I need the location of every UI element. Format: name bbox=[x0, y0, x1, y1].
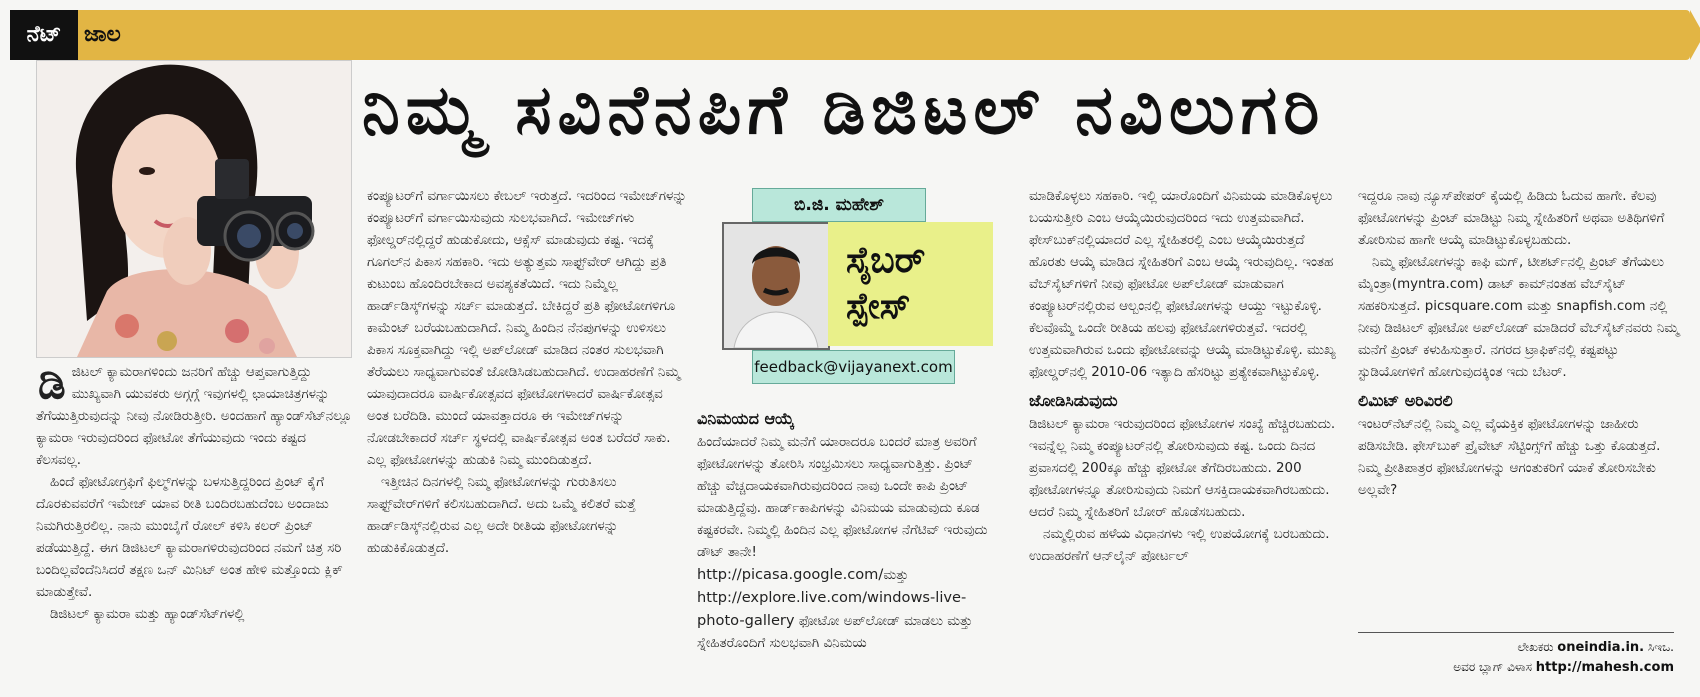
article-photo-woman-camera bbox=[36, 60, 352, 358]
col3-link-tail: ಫೋಟೋ ಅಪ್‌ಲೋಡ್ ಮಾಡಲು ಮತ್ತು ಸ್ನೇಹಿತರೊಂದಿಗೆ ಸುಲಭವಾಗಿ ವಿನಿಮಯ bbox=[697, 614, 973, 651]
credits-divider bbox=[1358, 632, 1674, 633]
col1-paragraph-1 bbox=[36, 358, 352, 472]
col3-paragraph-1: ಹಿಂದೆಯಾದರೆ ನಿಮ್ಮ ಮನೆಗೆ ಯಾರಾದರೂ ಬಂದರೆ ಮಾತ್ರ ಅವರಿಗೆ ಫೋಟೋಗಳನ್ನು ತೋರಿಸಿ ಸಂಭ್ರಮಿಸಲು ಸಾಧ್ಯವಾಗುತ್ತಿತ್ತು. ಪ್ರಿಂಟ್ ಹೆಚ್ಚು ವೆಚ್ಚದಾಯಕವಾಗಿರುವುದರಿಂದ ನಾವು ಒಂದೇ ಕಾಪಿ ಪ್ರಿಂಟ್ ಮಾಡುತ್ತಿದ್ದೆವು. ಹಾರ್ಡ್‌ಕಾಪಿಗಳನ್ನು ವಿನಿಮಯ ಮಾಡುವುದು ಕೂಡ ಕಷ್ಟಕರವೇ. ನಿಮ್ಮಲ್ಲಿ ಹಿಂದಿನ ಎಲ್ಲ ಫೋಟೋಗಳ ನೆಗೆಟಿವ್ ಇರುವುದು ಡೌಟ್ ತಾನೇ! bbox=[697, 435, 988, 560]
subheading-know-limits: ಲಿಮಿಟ್ ಅರಿವಿರಲಿ bbox=[1358, 391, 1453, 410]
author-credit-line bbox=[1358, 640, 1674, 655]
credit-label-blog: ಅವರ ಬ್ಲಾಗ್ ವಿಳಾಸ bbox=[1453, 660, 1532, 674]
woman-with-camera-illustration bbox=[37, 61, 351, 357]
col2-paragraph-2: ಇತ್ತೀಚಿನ ದಿನಗಳಲ್ಲಿ ನಿಮ್ಮ ಫೋಟೋಗಳನ್ನು ಗುರುತಿಸಲು ಸಾಫ್ಟ್‌ವೇರ್‌ಗಳಿಗೆ ಕಲಿಸಬಹುದಾಗಿದೆ. ಅದು ಒಮ್ಮೆ ಕಲಿತರೆ ಮತ್ತೆ ಹಾರ್ಡ್‌ಡಿಸ್ಕ್‌ನಲ್ಲಿರುವ ಎಲ್ಲ ಅದೇ ರೀತಿಯ ಫೋಟೋಗಳನ್ನು ಹುಡುಕಿಕೊಡುತ್ತದೆ. bbox=[367, 475, 636, 556]
col5-paragraph-1: ಇದ್ದರೂ ನಾವು ನ್ಯೂಸ್‌ಪೇಪರ್ ಕೈಯಲ್ಲಿ ಹಿಡಿದು ಓದುವ ಹಾಗೇ. ಕೆಲವು ಫೋಟೋಗಳನ್ನು ಪ್ರಿಂಟ್ ಮಾಡಿಟ್ಟು ನಿಮ್ಮ ಸ್ನೇಹಿತರಿಗೆ ಅಥವಾ ಅತಿಥಿಗಳಿಗೆ ತೋರಿಸುವ ಹಾಗೇ ಆಯ್ಕೆ ಮಾಡಿಟ್ಟುಕೊಳ್ಳಬಹುದು. bbox=[1358, 189, 1665, 248]
column-brand-line-1: ಸೈಬರ್ bbox=[846, 240, 926, 281]
section-tag-net: ನೆಟ್ bbox=[10, 10, 78, 60]
credit-label-author: ಲೇಖಕರು bbox=[1517, 640, 1554, 654]
credit-site: oneindia.in. bbox=[1557, 640, 1645, 655]
column-brand-line-2: ಸ್ಪೇಸ್ bbox=[846, 286, 911, 327]
drop-cap: ಡಿ bbox=[38, 358, 66, 409]
col1-paragraph-3: ಡಿಜಿಟಲ್ ಕ್ಯಾಮರಾ ಮತ್ತು ಹ್ಯಾಂಡ್‌ಸೆಟ್‌ಗಳಲ್ಲಿ bbox=[50, 607, 245, 622]
article-column-1 bbox=[36, 358, 352, 626]
col4-paragraph-1: ಮಾಡಿಕೊಳ್ಳಲು ಸಹಕಾರಿ. ಇಲ್ಲಿ ಯಾರೊಂದಿಗೆ ವಿನಿಮಯ ಮಾಡಿಕೊಳ್ಳಲು ಬಯಸುತ್ತೀರಿ ಎಂಬ ಆಯ್ಕೆಯಿರುವುದರಿಂದ ಇದು ಉತ್ತಮವಾಗಿದೆ. ಫೇಸ್‌ಬುಕ್‌ನಲ್ಲಿಯಾದರೆ ಎಲ್ಲ ಸ್ನೇಹಿತರಲ್ಲಿ ಎಂಬ ಆಯ್ಕೆಯಿರುತ್ತದೆ ಹೊರತು ಆಯ್ಕೆ ಮಾಡಿದ ಸ್ನೇಹಿತರಿಗೆ ಎಂಬ ಆಯ್ಕೆ ಇರುವುದಿಲ್ಲ. ಇಂತಹ ವೆಬ್‌ಸೈಟ್‌ಗಳಿಗೆ ನೀವು ಫೋಟೋ ಅಪ್‌ಲೋಡ್ ಮಾಡುವಾಗ ಕಂಪ್ಯೂಟರ್‌ನಲ್ಲಿರುವ ಆಲ್ಬಂನಲ್ಲಿ ಫೋಟೋಗಳನ್ನು ಆಯ್ದು ಇಟ್ಟುಕೊಳ್ಳಿ. ಕೆಲವೊಮ್ಮೆ ಒಂದೇ ರೀತಿಯ ಹಲವು ಫೋಟೋಗಳಿರುತ್ತವೆ. ಇದರಲ್ಲಿ ಉತ್ತಮವಾಗಿರುವ ಒಂದು ಫೋಟೋವನ್ನು ಆಯ್ಕೆ ಮಾಡಿಟ್ಟುಕೊಳ್ಳಿ. ಮುಖ್ಯ ಫೋಲ್ಡರ್‌ನಲ್ಲಿ 2010-06 ಇತ್ಯಾದಿ ಹೆಸರಿಟ್ಟು ಪ್ರತ್ಯೇಕವಾಗಿಟ್ಟುಕೊಳ್ಳಿ. bbox=[1029, 189, 1336, 380]
live-photo-gallery-link[interactable]: http://explore.live.com/windows-live-photo-gallery bbox=[697, 589, 967, 629]
article-column-2 bbox=[367, 186, 687, 560]
section-tag-jala: ಜಾಲ bbox=[84, 22, 121, 47]
section-banner bbox=[10, 10, 1690, 60]
column-brand-cyber-space bbox=[828, 222, 993, 346]
author-portrait bbox=[724, 224, 828, 348]
blog-credit-line bbox=[1358, 660, 1674, 675]
author-photo bbox=[722, 222, 830, 350]
col3-paragraph-links bbox=[697, 564, 999, 655]
col1-p1-text: ಜಿಟಲ್ ಕ್ಯಾಮರಾಗಳಿಂದು ಜನರಿಗೆ ಹೆಚ್ಚು ಆಪ್ತವಾಗುತ್ತಿದ್ದು ಮುಖ್ಯವಾಗಿ ಯುವಕರು ಅಗ್ಗಗ್ಗೆ ಇವುಗಳಲ್ಲಿ ಛಾಯಾಚಿತ್ರಗಳನ್ನು ತೆಗೆಯುತ್ತಿರುವುದನ್ನು ನೀವು ನೋಡಿರುತ್ತೀರಿ. ಅಂದಹಾಗೆ ಹ್ಯಾಂಡ್‌ಸೆಟ್‌ನಲ್ಲೂ ಕ್ಯಾಮರಾ ಇರುವುದರಿಂದ ಫೋಟೋ ತೆಗೆಯುವುದು ಇಂದು ಕಷ್ಟದ ಕೆಲಸವಲ್ಲ. bbox=[36, 365, 352, 468]
picasa-link[interactable]: http://picasa.google.com/ bbox=[697, 566, 884, 583]
col4-paragraph-2: ಡಿಜಿಟಲ್ ಕ್ಯಾಮರಾ ಇರುವುದರಿಂದ ಫೋಟೋಗಳ ಸಂಖ್ಯೆ ಹೆಚ್ಚಿರಬಹುದು. ಇವನ್ನೆಲ್ಲ ನಿಮ್ಮ ಕಂಪ್ಯೂಟರ್‌ನಲ್ಲಿ ತೋರಿಸುವುದು ಕಷ್ಟ. ಒಂದು ದಿನದ ಪ್ರವಾಸದಲ್ಲಿ 200ಕ್ಕೂ ಹೆಚ್ಚು ಫೋಟೋ ತೆಗೆದಿರಬಹುದು. 200 ಫೋಟೋಗಳನ್ನೂ ತೋರಿಸುವುದು ನಿಮಗೆ ಆಸಕ್ತಿದಾಯಕವಾಗಿರಬಹುದು. ಆದರೆ ನಿಮ್ಮ ಸ್ನೇಹಿತರಿಗೆ ಬೋರ್ ಹೊಡೆಸಬಹುದು. bbox=[1029, 417, 1336, 520]
blog-link[interactable]: http://mahesh.com bbox=[1535, 660, 1674, 675]
feedback-email[interactable]: feedback@vijayanext.com bbox=[752, 350, 955, 384]
col1-paragraph-2: ಹಿಂದೆ ಫೋಟೋಗ್ರಫಿಗೆ ಫಿಲ್ಮ್‌ಗಳನ್ನು ಬಳಸುತ್ತಿದ್ದರಿಂದ ಪ್ರಿಂಟ್ ಕೈಗೆ ದೊರಕುವವರೆಗೆ ಇಮೇಜ್ ಯಾವ ರೀತಿ ಬಂದಿರಬಹುದೆಂಬ ಅಂದಾಜು ನಿಮಗಿರುತ್ತಿರಲಿಲ್ಲ. ನಾನು ಮುಂಬೈಗೆ ರೋಲ್ ಕಳಿಸಿ ಕಲರ್ ಪ್ರಿಂಟ್ ಪಡೆಯುತ್ತಿದ್ದೆ. ಈಗ ಡಿಜಿಟಲ್ ಕ್ಯಾಮರಾಗಳಿರುವುದರಿಂದ ನಮಗೆ ಚಿತ್ರ ಸರಿ ಬಂದಿಲ್ಲವೆಂದೆನಿಸಿದರೆ ತಕ್ಷಣ ಒನ್ ಮಿನಿಟ್ ಅಂತ ಹೇಳಿ ಮತ್ತೊಂದು ಕ್ಲಿಕ್ ಮಾಡುತ್ತೇವೆ. bbox=[36, 475, 343, 600]
col5-paragraph-2: ನಿಮ್ಮ ಫೋಟೋಗಳನ್ನು ಕಾಫಿ ಮಗ್, ಟೀಶರ್ಟ್‌ನಲ್ಲಿ ಪ್ರಿಂಟ್ ತೆಗೆಯಲು ಮೈಂತ್ರಾ(myntra.com) ಡಾಟ್ ಕಾಮ್‌ನಂತಹ ವೆಬ್‌ಸೈಟ್ ಸಹಕರಿಸುತ್ತದೆ. picsquare.com ಮತ್ತು snapfish.com ನಲ್ಲಿ ನೀವು ಡಿಜಿಟಲ್ ಫೋಟೋ ಅಪ್‌ಲೋಡ್ ಮಾಡಿದರೆ ವೆಬ್‌ಸೈಟ್‌ನವರು ನಿಮ್ಮ ಮನೆಗೆ ಪ್ರಿಂಟ್ ಕಳುಹಿಸುತ್ತಾರೆ. ನಗರದ ಟ್ರಾಫಿಕ್‌ನಲ್ಲಿ ಕಷ್ಟಪಟ್ಟು ಸ್ಟುಡಿಯೋಗಳಿಗೆ ಹೋಗುವುದಕ್ಕಿಂತ ಇದು ಬೆಟರ್. bbox=[1358, 255, 1679, 380]
subheading-arranging: ಜೋಡಿಸಿಡುವುದು bbox=[1029, 391, 1118, 410]
col3-and: ಮತ್ತು bbox=[883, 568, 909, 583]
article-column-5 bbox=[1358, 186, 1680, 502]
article-column-3 bbox=[697, 402, 999, 655]
author-name: ಬಿ.ಜಿ. ಮಹೇಶ್ bbox=[752, 188, 926, 222]
article-column-4 bbox=[1029, 186, 1338, 568]
article-headline: ನಿಮ್ಮ ಸವಿನೆನಪಿಗೆ ಡಿಜಿಟಲ್ ನವಿಲುಗರಿ bbox=[362, 71, 1326, 150]
credit-tail: ಸಿಇಒ. bbox=[1647, 640, 1674, 654]
subheading-exchange-option: ವಿನಿಮಯದ ಆಯ್ಕೆ bbox=[697, 409, 795, 428]
col4-paragraph-3: ನಮ್ಮಲ್ಲಿರುವ ಹಳೆಯ ವಿಧಾನಗಳು ಇಲ್ಲಿ ಉಪಯೋಗಕ್ಕೆ ಬರಬಹುದು. ಉದಾಹರಣೆಗೆ ಆನ್‌ಲೈನ್ ಪೋರ್ಟಲ್ bbox=[1029, 527, 1330, 564]
col5-paragraph-3: ಇಂಟರ್‌ನೆಟ್‌ನಲ್ಲಿ ನಿಮ್ಮ ಎಲ್ಲ ವೈಯಕ್ತಿಕ ಫೋಟೋಗಳನ್ನು ಜಾಹೀರು ಪಡಿಸಬೇಡಿ. ಫೇಸ್‌ಬುಕ್ ಪ್ರೈವೇಟ್ ಸೆಟ್ಟಿಂಗ್ಸ್‌ಗೆ ಹೆಚ್ಚು ಒತ್ತು ಕೊಡುತ್ತದೆ. ನಿಮ್ಮ ಪ್ರೀತಿಪಾತ್ರರ ಫೋಟೋಗಳನ್ನು ಆಗಂತುಕರಿಗೆ ಯಾಕೆ ತೋರಿಸಬೇಕು ಅಲ್ಲವೇ? bbox=[1358, 417, 1661, 498]
col2-paragraph-1: ಕಂಪ್ಯೂಟರ್‌ಗೆ ವರ್ಗಾಯಿಸಲು ಕೇಬಲ್ ಇರುತ್ತದೆ. ಇದರಿಂದ ಇಮೇಜ್‌ಗಳನ್ನು ಕಂಪ್ಯೂಟರ್‌ಗೆ ವರ್ಗಾಯಿಸುವುದು ಸುಲಭವಾಗಿದೆ. ಇಮೇಜ್‌ಗಳು ಫೋಲ್ಡರ್‌ನಲ್ಲಿದ್ದರೆ ಹುಡುಕೋದು, ಆಕ್ಸೆಸ್ ಮಾಡುವುದು ಕಷ್ಟ. ಇದಕ್ಕೆ ಗೂಗಲ್‌ನ ಪಿಕಾಸ ಸಹಕಾರಿ. ಇದು ಅತ್ಯುತ್ತಮ ಸಾಫ್ಟ್‌ವೇರ್ ಆಗಿದ್ದು ಪ್ರತಿ ಕುಟುಂಬ ಹೊಂದಿರಬೇಕಾದ ಅವಶ್ಯಕತೆಯಿದೆ. ಇದು ನಿಮ್ಮೆಲ್ಲ ಹಾರ್ಡ್‌ಡಿಸ್ಕ್‌ಗಳನ್ನು ಸರ್ಚ್ ಮಾಡುತ್ತದೆ. ಬೇಕಿದ್ದರೆ ಪ್ರತಿ ಫೋಟೋಗಳಿಗೂ ಕಾಮೆಂಟ್ ಬರೆಯಬಹುದಾಗಿದೆ. ನಿಮ್ಮ ಹಿಂದಿನ ನೆನಪುಗಳನ್ನು ಉಳಿಸಲು ಪಿಕಾಸ ಸೂಕ್ತವಾಗಿದ್ದು ಇಲ್ಲಿ ಅಪ್‌ಲೋಡ್ ಮಾಡಿದ ನಂತರ ಸುಲಭವಾಗಿ ತೆರೆಯಲು ಸಾಧ್ಯವಾಗುವಂತೆ ಜೋಡಿಸಿಡಬಹುದಾಗಿದೆ. ಉದಾಹರಣೆಗೆ ನಿಮ್ಮ ಯಾವುದಾದರೂ ವಾರ್ಷಿಕೋತ್ಸವದ ಫೋಟೋಗಳಾದರೆ ವಾರ್ಷಿಕೋತ್ಸವ ಅಂತ ಬರೆದಿಡಿ. ಮುಂದೆ ಯಾವತ್ತಾದರೂ ಈ ಇಮೇಜ್‌ಗಳನ್ನು ನೋಡಬೇಕಾದರೆ ಸರ್ಚ್ ಸ್ಥಳದಲ್ಲಿ ವಾರ್ಷಿಕೋತ್ಸವ ಅಂತ ಬರೆದರೆ ಸಾಕು. ಎಲ್ಲ ಫೋಟೋಗಳನ್ನು ಹುಡುಕಿ ನಿಮ್ಮ ಮುಂದಿಡುತ್ತದೆ. bbox=[367, 189, 687, 468]
